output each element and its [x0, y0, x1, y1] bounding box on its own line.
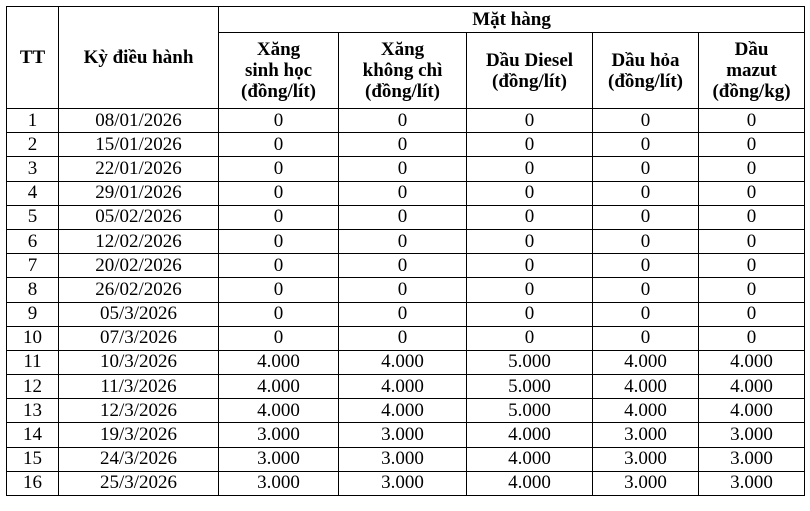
- cell-value: 4.000: [339, 375, 467, 399]
- header-product-line: Dầu hỏa: [611, 49, 680, 71]
- cell-value: 0: [699, 326, 805, 350]
- cell-value: 0: [219, 205, 339, 229]
- cell-value: 0: [339, 109, 467, 133]
- table-row: [7, 205, 805, 229]
- cell-value: 0: [219, 133, 339, 157]
- table-row: [7, 302, 805, 326]
- cell-value: 3.000: [219, 447, 339, 471]
- cell-value: 0: [467, 157, 593, 181]
- cell-value: 0: [593, 109, 699, 133]
- table-row: [7, 326, 805, 350]
- cell-tt: 10: [7, 326, 59, 350]
- cell-value: 0: [339, 133, 467, 157]
- cell-tt: 1: [7, 109, 59, 133]
- cell-value: 0: [699, 109, 805, 133]
- cell-period: 12/02/2026: [59, 229, 219, 253]
- cell-value: 0: [467, 205, 593, 229]
- table-row: [7, 109, 805, 133]
- table-row: [7, 278, 805, 302]
- cell-value: 0: [219, 181, 339, 205]
- cell-period: 12/3/2026: [59, 399, 219, 423]
- cell-tt: 11: [7, 350, 59, 374]
- cell-period: 08/01/2026: [59, 109, 219, 133]
- cell-value: 0: [593, 157, 699, 181]
- table-header: [7, 7, 805, 109]
- header-product-line: Dầu: [734, 39, 769, 60]
- cell-value: 0: [593, 302, 699, 326]
- table-row: [7, 423, 805, 447]
- cell-value: 0: [699, 133, 805, 157]
- header-row-group: [7, 7, 805, 33]
- cell-value: 0: [467, 302, 593, 326]
- header-product-group: Mặt hàng: [219, 7, 805, 33]
- cell-period: 11/3/2026: [59, 375, 219, 399]
- cell-value: 3.000: [699, 447, 805, 471]
- cell-value: 0: [219, 229, 339, 253]
- cell-period: 26/02/2026: [59, 278, 219, 302]
- header-product-line: (đồng/lít): [365, 81, 440, 102]
- cell-period: 10/3/2026: [59, 350, 219, 374]
- table-row: [7, 471, 805, 495]
- cell-value: 4.000: [593, 375, 699, 399]
- cell-value: 4.000: [219, 350, 339, 374]
- cell-value: 4.000: [467, 447, 593, 471]
- cell-value: 0: [593, 133, 699, 157]
- table-row: [7, 254, 805, 278]
- cell-value: 3.000: [699, 423, 805, 447]
- cell-value: 4.000: [339, 399, 467, 423]
- cell-period: 29/01/2026: [59, 181, 219, 205]
- cell-value: 0: [339, 205, 467, 229]
- cell-tt: 16: [7, 471, 59, 495]
- cell-value: 3.000: [593, 423, 699, 447]
- cell-value: 0: [339, 278, 467, 302]
- header-product-5: [699, 33, 805, 109]
- header-product-2: [339, 33, 467, 109]
- cell-tt: 3: [7, 157, 59, 181]
- cell-period: 07/3/2026: [59, 326, 219, 350]
- cell-value: 4.000: [593, 399, 699, 423]
- cell-value: 0: [467, 181, 593, 205]
- header-product-line: Dầu Diesel: [485, 49, 574, 71]
- cell-value: 0: [593, 254, 699, 278]
- cell-value: 4.000: [219, 375, 339, 399]
- cell-value: 0: [699, 181, 805, 205]
- table-row: [7, 350, 805, 374]
- cell-value: 5.000: [467, 375, 593, 399]
- cell-tt: 8: [7, 278, 59, 302]
- cell-value: 0: [593, 229, 699, 253]
- cell-value: 5.000: [467, 399, 593, 423]
- cell-value: 0: [219, 278, 339, 302]
- header-product-4: [593, 33, 699, 109]
- header-product-line: không chì: [362, 60, 443, 81]
- cell-value: 3.000: [593, 471, 699, 495]
- cell-value: 0: [219, 254, 339, 278]
- cell-period: 20/02/2026: [59, 254, 219, 278]
- cell-period: 24/3/2026: [59, 447, 219, 471]
- header-product-line: (đồng/kg): [712, 81, 791, 102]
- header-product-1: [219, 33, 339, 109]
- cell-value: 4.000: [467, 423, 593, 447]
- cell-tt: 6: [7, 229, 59, 253]
- cell-value: 4.000: [699, 350, 805, 374]
- cell-period: 22/01/2026: [59, 157, 219, 181]
- cell-value: 0: [593, 181, 699, 205]
- header-product-line: mazut: [726, 60, 777, 81]
- cell-value: 0: [699, 205, 805, 229]
- cell-value: 0: [467, 278, 593, 302]
- cell-tt: 5: [7, 205, 59, 229]
- cell-value: 0: [339, 229, 467, 253]
- cell-value: 4.000: [219, 399, 339, 423]
- cell-value: 0: [593, 278, 699, 302]
- header-product-line: sinh học: [244, 60, 313, 81]
- cell-tt: 2: [7, 133, 59, 157]
- cell-value: 0: [467, 133, 593, 157]
- table-row: [7, 399, 805, 423]
- cell-value: 0: [467, 326, 593, 350]
- table-row: [7, 229, 805, 253]
- header-product-line: (đồng/lít): [492, 70, 567, 92]
- cell-period: 05/3/2026: [59, 302, 219, 326]
- cell-period: 05/02/2026: [59, 205, 219, 229]
- cell-tt: 4: [7, 181, 59, 205]
- header-tt: TT: [7, 7, 59, 109]
- cell-value: 0: [339, 326, 467, 350]
- cell-value: 0: [219, 157, 339, 181]
- header-period: Kỳ điều hành: [59, 7, 219, 109]
- cell-value: 3.000: [699, 471, 805, 495]
- cell-value: 0: [339, 254, 467, 278]
- cell-value: 0: [593, 326, 699, 350]
- cell-value: 0: [339, 302, 467, 326]
- cell-value: 3.000: [219, 423, 339, 447]
- cell-tt: 14: [7, 423, 59, 447]
- header-product-3: [467, 33, 593, 109]
- cell-value: 0: [467, 109, 593, 133]
- cell-value: 4.000: [699, 375, 805, 399]
- header-product-line: Xăng: [256, 39, 301, 60]
- cell-period: 19/3/2026: [59, 423, 219, 447]
- cell-value: 0: [219, 302, 339, 326]
- cell-value: 0: [593, 205, 699, 229]
- cell-tt: 13: [7, 399, 59, 423]
- cell-value: 3.000: [593, 447, 699, 471]
- table-row: [7, 181, 805, 205]
- cell-value: 0: [467, 254, 593, 278]
- table-row: [7, 133, 805, 157]
- price-table: [6, 6, 805, 496]
- cell-value: 5.000: [467, 350, 593, 374]
- table-row: [7, 447, 805, 471]
- cell-value: 0: [699, 157, 805, 181]
- cell-value: 0: [699, 302, 805, 326]
- cell-value: 3.000: [339, 471, 467, 495]
- cell-value: 4.000: [467, 471, 593, 495]
- cell-value: 0: [339, 157, 467, 181]
- cell-value: 0: [219, 326, 339, 350]
- cell-value: 0: [467, 229, 593, 253]
- cell-period: 25/3/2026: [59, 471, 219, 495]
- cell-tt: 15: [7, 447, 59, 471]
- cell-value: 0: [219, 109, 339, 133]
- cell-value: 4.000: [699, 399, 805, 423]
- cell-value: 3.000: [339, 423, 467, 447]
- cell-period: 15/01/2026: [59, 133, 219, 157]
- cell-value: 0: [699, 254, 805, 278]
- table-row: [7, 375, 805, 399]
- header-product-line: (đồng/lít): [241, 81, 316, 102]
- cell-value: 3.000: [219, 471, 339, 495]
- cell-value: 4.000: [339, 350, 467, 374]
- table-body: [7, 109, 805, 496]
- cell-tt: 9: [7, 302, 59, 326]
- cell-tt: 12: [7, 375, 59, 399]
- header-product-line: Xăng: [380, 39, 425, 60]
- cell-tt: 7: [7, 254, 59, 278]
- cell-value: 0: [339, 181, 467, 205]
- header-product-line: (đồng/lít): [608, 70, 683, 92]
- cell-value: 3.000: [339, 447, 467, 471]
- cell-value: 0: [699, 229, 805, 253]
- cell-value: 4.000: [593, 350, 699, 374]
- table-row: [7, 157, 805, 181]
- cell-value: 0: [699, 278, 805, 302]
